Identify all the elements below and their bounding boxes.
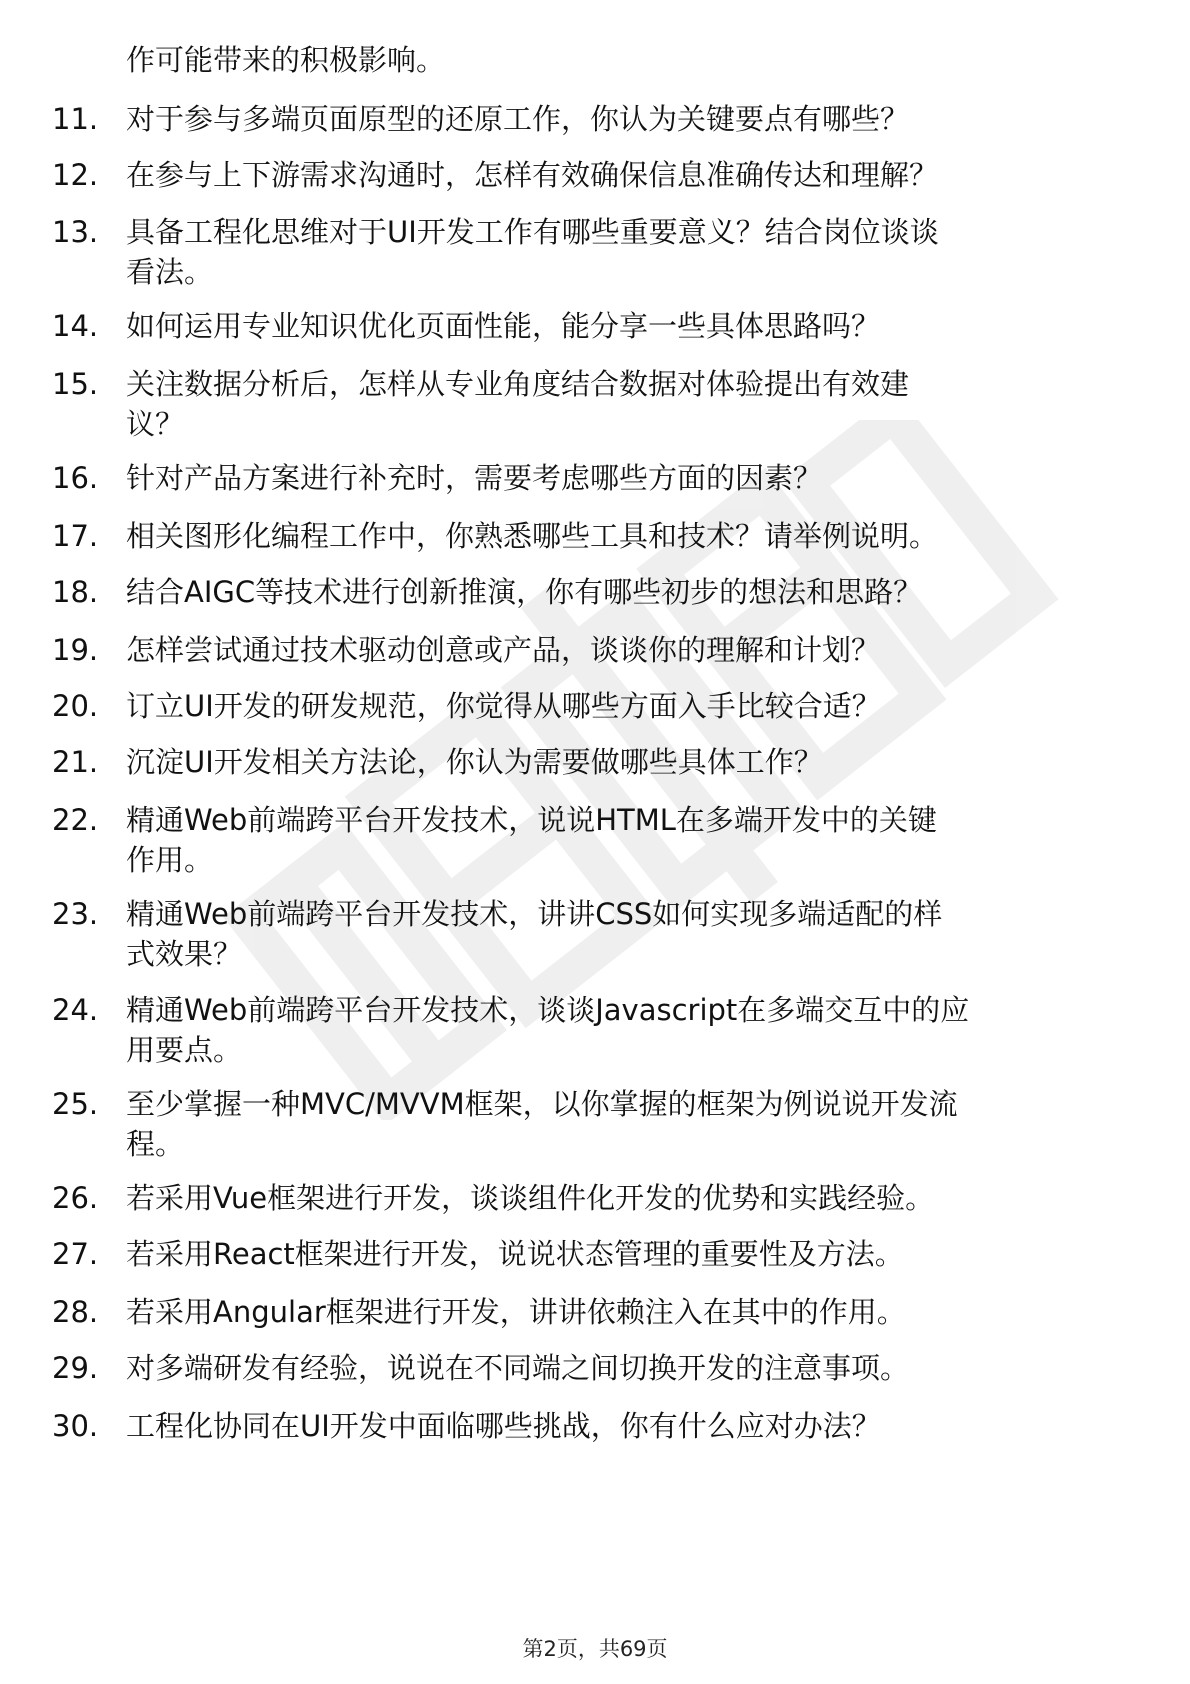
question-number: 15. — [52, 367, 99, 401]
page-number: 第2页，共69页 — [522, 1637, 668, 1661]
question-number: 23. — [52, 897, 99, 931]
question-text — [126, 1084, 1126, 1164]
question-line: 程。 — [126, 1127, 185, 1161]
question-number: 25. — [52, 1087, 99, 1121]
question-number: 29. — [52, 1351, 99, 1385]
question-number: 11. — [52, 102, 99, 136]
question-number: 17. — [52, 519, 99, 553]
question-line: 精通Web前端跨平台开发技术，说说HTML在多端开发中的关键 — [126, 803, 937, 837]
question-line: 工程化协同在UI开发中面临哪些挑战，你有什么应对办法？ — [126, 1409, 881, 1443]
question-text — [126, 99, 1126, 139]
question-text — [126, 516, 1126, 556]
question-line: 如何运用专业知识优化页面性能，能分享一些具体思路吗？ — [126, 309, 881, 343]
question-text — [126, 1292, 1126, 1332]
question-text — [126, 306, 1126, 346]
question-line: 具备工程化思维对于UI开发工作有哪些重要意义？结合岗位谈谈 — [126, 215, 939, 249]
question-text — [126, 1348, 1126, 1388]
question-text — [126, 742, 1126, 782]
question-number: 24. — [52, 993, 99, 1027]
question-text — [126, 364, 1126, 444]
question-text — [126, 1406, 1126, 1446]
question-line: 看法。 — [126, 255, 214, 289]
question-line: 关注数据分析后，怎样从专业角度结合数据对体验提出有效建 — [126, 367, 910, 401]
question-number: 26. — [52, 1181, 99, 1215]
question-number: 30. — [52, 1409, 99, 1443]
question-line: 结合AIGC等技术进行创新推演，你有哪些初步的想法和思路？ — [126, 575, 923, 609]
question-line: 针对产品方案进行补充时，需要考虑哪些方面的因素？ — [126, 461, 823, 495]
question-line: 订立UI开发的研发规范，你觉得从哪些方面入手比较合适？ — [126, 689, 881, 723]
question-text — [126, 990, 1126, 1070]
question-text — [126, 894, 1126, 974]
question-number: 21. — [52, 745, 99, 779]
question-line: 相关图形化编程工作中，你熟悉哪些工具和技术？请举例说明。 — [126, 519, 939, 553]
question-number: 16. — [52, 461, 99, 495]
question-line: 议？ — [126, 407, 185, 441]
question-line: 对多端研发有经验，说说在不同端之间切换开发的注意事项。 — [126, 1351, 910, 1385]
question-number: 28. — [52, 1295, 99, 1329]
question-text — [126, 572, 1126, 612]
question-line: 精通Web前端跨平台开发技术，讲讲CSS如何实现多端适配的样 — [126, 897, 943, 931]
question-line: 用要点。 — [126, 1033, 243, 1067]
question-text — [126, 630, 1126, 670]
question-number: 22. — [52, 803, 99, 837]
question-line: 若采用Vue框架进行开发，谈谈组件化开发的优势和实践经验。 — [126, 1181, 935, 1215]
question-line: 沉淀UI开发相关方法论，你认为需要做哪些具体工作？ — [126, 745, 823, 779]
question-number: 19. — [52, 633, 99, 667]
question-number: 13. — [52, 215, 99, 249]
question-line: 作用。 — [126, 843, 214, 877]
question-line: 至少掌握一种MVC/MVVM框架，以你掌握的框架为例说说开发流 — [126, 1087, 958, 1121]
question-text — [126, 686, 1126, 726]
question-line: 对于参与多端页面原型的还原工作，你认为关键要点有哪些？ — [126, 102, 910, 136]
question-text — [126, 1178, 1126, 1218]
question-line: 若采用React框架进行开发，说说状态管理的重要性及方法。 — [126, 1237, 904, 1271]
question-text — [126, 155, 1126, 195]
question-line: 若采用Angular框架进行开发，讲讲依赖注入在其中的作用。 — [126, 1295, 906, 1329]
question-number: 20. — [52, 689, 99, 723]
question-number: 27. — [52, 1237, 99, 1271]
question-number: 12. — [52, 158, 99, 192]
question-line: 在参与上下游需求沟通时，怎样有效确保信息准确传达和理解？ — [126, 158, 939, 192]
question-text: 作可能带来的积极影响。 — [126, 43, 446, 77]
question-text — [126, 1234, 1126, 1274]
question-number: 18. — [52, 575, 99, 609]
question-line: 精通Web前端跨平台开发技术，谈谈Javascript在多端交互中的应 — [126, 993, 970, 1027]
question-text — [126, 212, 1126, 292]
question-line: 怎样尝试通过技术驱动创意或产品，谈谈你的理解和计划？ — [126, 633, 881, 667]
question-line: 式效果？ — [126, 937, 243, 971]
question-text — [126, 458, 1126, 498]
question-text — [126, 800, 1126, 880]
question-number: 14. — [52, 309, 99, 343]
